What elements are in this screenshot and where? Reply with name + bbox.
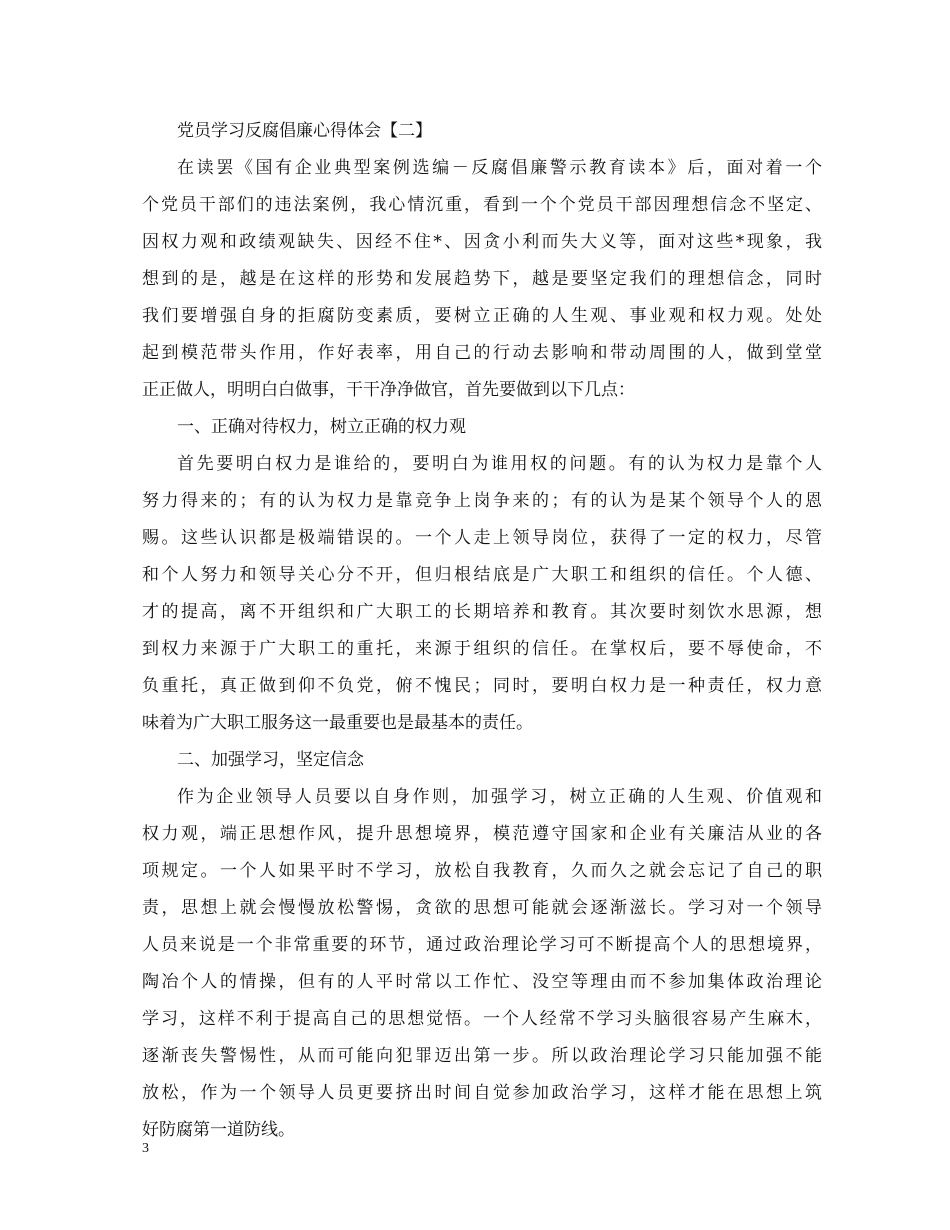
text-line: 因权力观和政绩观缺失、因经不住*、因贪小利而失大义等，面对这些*现象，我 (142, 232, 822, 252)
text-line: 才的提高，离不开组织和广大职工的长期培养和教育。其次要时刻饮水思源，想 (142, 602, 822, 622)
text-line: 味着为广大职工服务这一最重要也是最基本的责任。 (142, 713, 533, 733)
section-heading-power: 一、正确对待权力，树立正确的权力观 (177, 417, 466, 437)
text-line: 首先要明白权力是谁给的，要明白为谁用权的问题。有的认为权力是靠个人 (177, 454, 822, 474)
section-study-paragraph (142, 779, 822, 1149)
text-line: 赐。这些认识都是极端错误的。一个人走上领导岗位，获得了一定的权力，尽管 (142, 528, 822, 548)
text-line: 负重托，真正做到仰不负党，俯不愧民；同时，要明白权力是一种责任，权力意 (142, 676, 822, 696)
text-line: 好防腐第一道防线。 (142, 1120, 295, 1140)
document-body (142, 113, 822, 1149)
page-number: 3 (142, 1141, 149, 1156)
text-line: 放松，作为一个领导人员更要挤出时间自觉参加政治学习，这样才能在思想上筑 (142, 1083, 822, 1103)
text-line: 权力观，端正思想作风，提升思想境界，模范遵守国家和企业有关廉洁从业的各 (142, 824, 822, 844)
text-line: 逐渐丧失警惕性，从而可能向犯罪迈出第一步。所以政治理论学习只能加强不能 (142, 1046, 822, 1066)
text-line: 在读罢《国有企业典型案例选编－反腐倡廉警示教育读本》后，面对着一个 (177, 158, 822, 178)
text-line: 人员来说是一个非常重要的环节，通过政治理论学习可不断提高个人的思想境界， (142, 935, 822, 955)
text-line: 正正做人，明明白白做事，干干净净做官，首先要做到以下几点： (142, 380, 635, 400)
text-line: 陶冶个人的情操，但有的人平时常以工作忙、没空等理由而不参加集体政治理论 (142, 972, 822, 992)
text-line: 想到的是，越是在这样的形势和发展趋势下，越是要坚定我们的理想信念，同时 (142, 269, 822, 289)
intro-paragraph (142, 150, 822, 409)
text-line: 学习，这样不利于提高自己的思想觉悟。一个人经常不学习头脑很容易产生麻木， (142, 1009, 822, 1029)
text-line: 责，思想上就会慢慢放松警惕，贪欲的思想可能就会逐渐滋长。学习对一个领导 (142, 898, 822, 918)
text-line: 努力得来的；有的认为权力是靠竞争上岗争来的；有的认为是某个领导个人的恩 (142, 491, 822, 511)
section-power-paragraph (142, 446, 822, 742)
section-heading-study: 二、加强学习，坚定信念 (177, 750, 364, 770)
text-line: 个党员干部们的违法案例，我心情沉重，看到一个个党员干部因理想信念不坚定、 (142, 195, 822, 215)
text-line: 起到模范带头作用，作好表率，用自己的行动去影响和带动周围的人，做到堂堂 (142, 343, 822, 363)
text-line: 作为企业领导人员要以自身作则，加强学习，树立正确的人生观、价值观和 (177, 787, 822, 807)
text-line: 我们要增强自身的拒腐防变素质，要树立正确的人生观、事业观和权力观。处处 (142, 306, 822, 326)
text-line: 到权力来源于广大职工的重托，来源于组织的信任。在掌权后，要不辱使命，不 (142, 639, 822, 659)
text-line: 和个人努力和领导关心分不开，但归根结底是广大职工和组织的信任。个人德、 (142, 565, 822, 585)
text-line: 项规定。一个人如果平时不学习，放松自我教育，久而久之就会忘记了自己的职 (142, 861, 822, 881)
document-title: 党员学习反腐倡廉心得体会【二】 (177, 121, 432, 141)
